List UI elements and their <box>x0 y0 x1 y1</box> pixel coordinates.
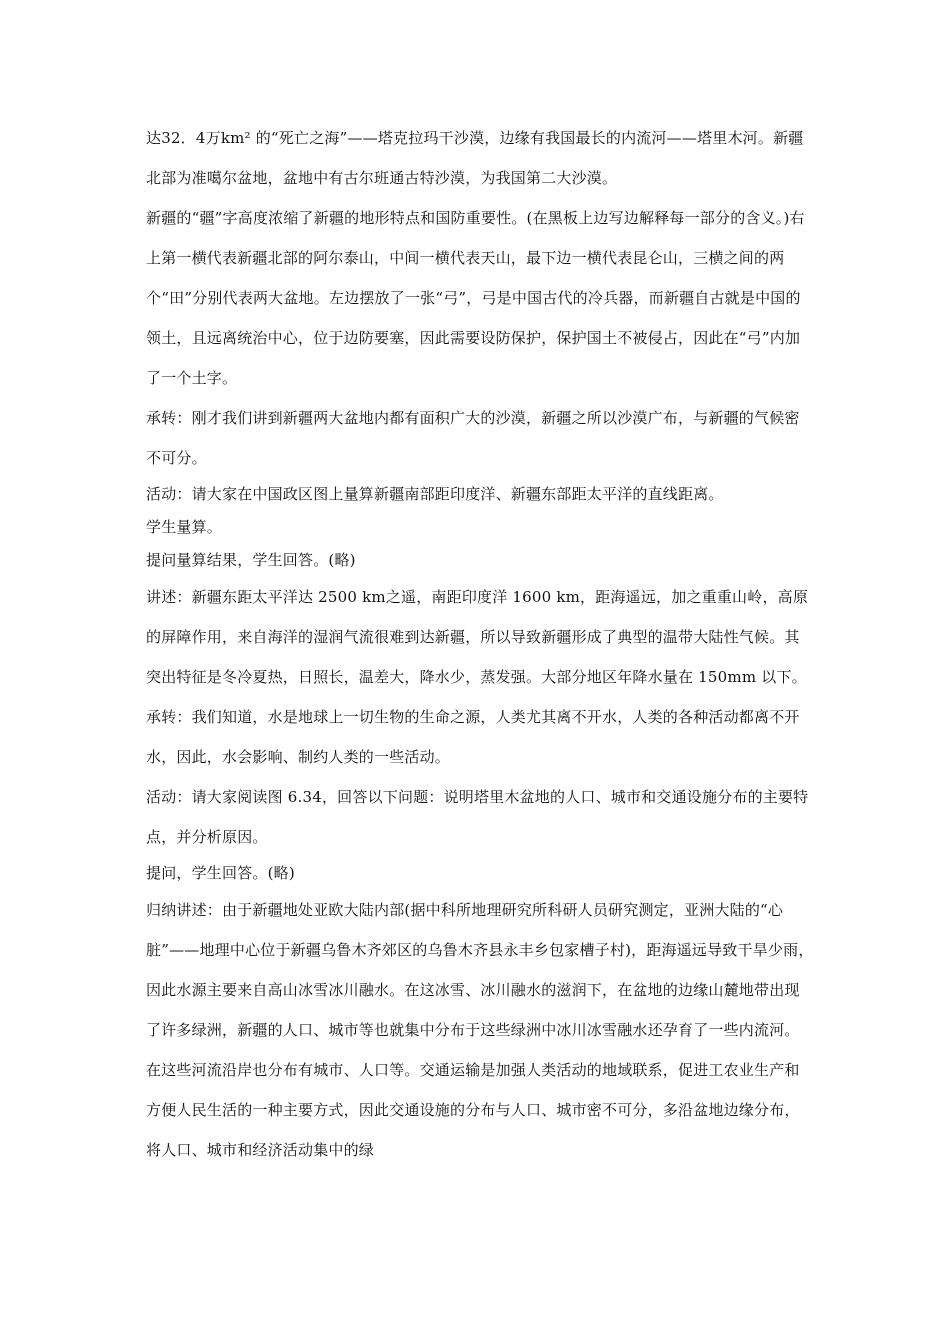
paragraph-activity-measure: 活动：请大家在中国政区图上量算新疆南部距印度洋、新疆东部距太平洋的直线距离。 <box>146 485 724 503</box>
paragraph-transition-climate: 承转：刚才我们讲到新疆两大盆地内都有面积广大的沙漠，新疆之所以沙漠广布，与新疆的气候密不可分。 <box>146 409 800 467</box>
paragraph-desert-intro: 达32．4万km² 的“死亡之海”——塔克拉玛干沙漠，边缘有我国最长的内流河——塔里木河。新疆北部为准噶尔盆地，盆地中有古尔班通古特沙漠，为我国第二大沙漠。 <box>146 129 804 187</box>
paragraph-activity-reading: 活动：请大家阅读图 6.34，回答以下问题：说明塔里木盆地的人口、城市和交通设施分布的主要特点，并分析原因。 <box>146 788 809 846</box>
paragraph-summary-lecture: 归纳讲述：由于新疆地处亚欧大陆内部(据中科所地理研究所科研人员研究测定，亚洲大陆的“心脏”——地理中心位于新疆乌鲁木齐郊区的乌鲁木齐县永丰乡包家槽子村)，距海遥远导致干旱少雨，因此水源主要来自高山冰雪冰川融水。在这冰雪、冰川融水的滋润下，在盆地的边缘山麓地带出现了许多绿洲，新疆的人口、城市等也就集中分布于这些绿洲中冰川冰雪融水还孕育了一些内流河。在这些河流沿岸也分布有城市、人口等。交通运输是加强人类活动的地域联系，促进工农业生产和方便人民生活的一种主要方式，因此交通设施的分布与人口、城市密不可分，多沿盆地边缘分布，将人口、城市和经济活动集中的绿 <box>146 901 814 1159</box>
paragraph-students-measure: 学生量算。 <box>146 518 223 536</box>
paragraph-question-results: 提问量算结果，学生回答。(略) <box>146 551 356 569</box>
paragraph-lecture-climate: 讲述：新疆东距太平洋达 2500 km之遥，南距印度洋 1600 km，距海遥远，加之重重山岭，高原的屏障作用，来自海洋的湿润气流很难到达新疆，所以导致新疆形成了典型的温带大陆性气候。其突出特征是冬冷夏热，日照长，温差大，降水少，蒸发强。大部分地区年降水量在 150mm 以下。 <box>146 588 809 686</box>
paragraph-question-answer: 提问，学生回答。(略) <box>146 864 295 882</box>
paragraph-transition-water: 承转：我们知道，水是地球上一切生物的生命之源，人类尤其离不开水，人类的各种活动都离不开水，因此，水会影响、制约人类的一些活动。 <box>146 708 800 766</box>
document-body <box>146 118 814 1170</box>
paragraph-jiang-character: 新疆的“疆”字高度浓缩了新疆的地形特点和国防重要性。(在黑板上边写边解释每一部分的含义。)右上第一横代表新疆北部的阿尔泰山，中间一横代表天山，最下边一横代表昆仑山，三横之间的两个“田”分别代表两大盆地。左边摆放了一张“弓”，弓是中国古代的冷兵器，而新疆自古就是中国的领土，且远离统治中心，位于边防要塞，因此需要设防保护，保护国土不被侵占，因此在“弓”内加了一个土字。 <box>146 209 805 387</box>
